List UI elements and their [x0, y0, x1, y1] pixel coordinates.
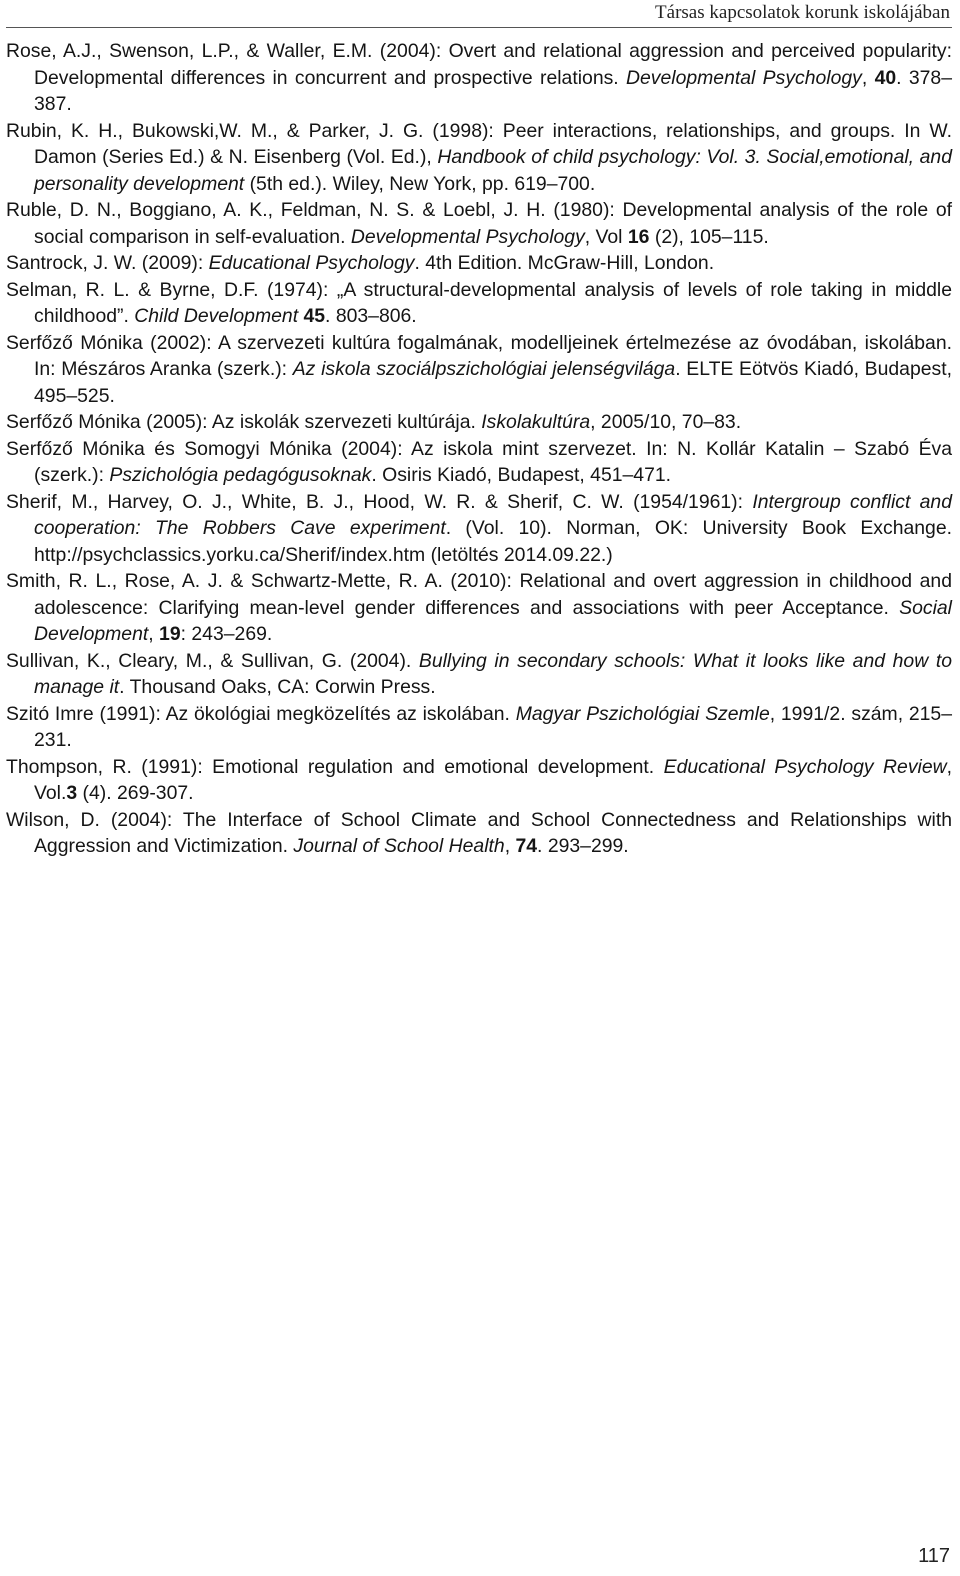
- reference-text: Rose, A.J., Swenson, L.P., & Waller, E.M. (2004): Overt and relational aggression and perceived popularity: Developmental differences in concurrent and prospective relations.: [6, 40, 952, 89]
- reference-text: Selman, R. L. & Byrne, D.F. (1974): „A structural-developmental analysis of levels of role taking in middle childhood”.: [6, 278, 952, 327]
- reference-text: ,: [504, 835, 516, 857]
- reference-text: . 293–299.: [537, 835, 629, 857]
- reference-text: Rubin, K. H., Bukowski,W. M., & Parker, J. G. (1998): Peer interactions, relationships, and groups. In W. Damon (Series Ed.) & N. Eisenberg (Vol. Ed.),: [6, 119, 952, 168]
- reference-text: Santrock, J. W. (2009):: [6, 252, 209, 274]
- reference-text: Ruble, D. N., Boggiano, A. K., Feldman, N. S. & Loebl, J. H. (1980): Developmental analysis of the role of social comparison in self-evaluation.: [6, 199, 952, 248]
- reference-title-italic: Intergroup conflict and cooperation: The Robbers Cave experiment: [34, 490, 952, 539]
- reference-text: , 1991/2. szám, 215–231.: [34, 702, 952, 751]
- reference-volume-bold: 45: [303, 305, 326, 327]
- reference-title-italic: Handbook of child psychology: Vol. 3. Social,emotional, and personality development: [34, 146, 952, 195]
- reference-text: . Osiris Kiadó, Budapest, 451–471.: [371, 464, 672, 486]
- reference-text: , Vol.: [34, 755, 952, 804]
- reference-text: , 2005/10, 70–83.: [590, 411, 742, 433]
- reference-title-italic: Developmental Psychology: [626, 66, 862, 89]
- reference-text: (5th ed.). Wiley, New York, pp. 619–700.: [244, 172, 596, 195]
- reference-entry: [6, 807, 952, 860]
- reference-text: Smith, R. L., Rose, A. J. & Schwartz-Mette, R. A. (2010): Relational and overt aggression in childhood and adolescence: Clarifying mean-level gender differences and associations with peer Acceptance.: [6, 570, 952, 619]
- reference-text: . ELTE Eötvös Kiadó, Budapest, 495–525.: [34, 358, 953, 407]
- reference-text: Wilson, D. (2004): The Interface of School Climate and School Connectedness and Relationships with Aggression and Victimization.: [6, 808, 952, 857]
- reference-title-italic: Child Development: [134, 305, 299, 327]
- running-header: Társas kapcsolatok korunk iskolájában: [655, 2, 950, 23]
- reference-entry: [6, 436, 952, 489]
- reference-text: . Thousand Oaks, CA: Corwin Press.: [119, 676, 436, 698]
- reference-title-italic: Educational Psychology: [208, 252, 415, 274]
- header-divider: [6, 27, 952, 28]
- reference-text: . 803–806.: [325, 305, 417, 327]
- reference-volume-bold: 19: [159, 623, 181, 645]
- reference-list: [6, 38, 952, 860]
- reference-text: Sullivan, K., Cleary, M., & Sullivan, G. (2004).: [6, 649, 419, 672]
- reference-text: Serfőző Mónika (2002): A szervezeti kultúra fogalmának, modelljeinek értelmezése az óvodában, iskolában. In: Mészáros Aranka (szerk.):: [6, 331, 952, 380]
- reference-volume-bold: 16: [627, 225, 650, 248]
- reference-text: Serfőző Mónika (2005): Az iskolák szervezeti kultúrája.: [6, 411, 482, 433]
- reference-entry: [6, 489, 952, 569]
- reference-text: Thompson, R. (1991): Emotional regulation and emotional development.: [6, 755, 664, 778]
- reference-title-italic: Developmental Psychology: [350, 225, 585, 248]
- reference-entry: [6, 568, 952, 648]
- reference-text: : 243–269.: [180, 623, 273, 645]
- reference-entry: [6, 754, 952, 807]
- reference-text: . 378–387.: [34, 66, 952, 115]
- reference-entry: [6, 277, 952, 330]
- reference-volume-bold: 3: [66, 782, 78, 804]
- reference-entry: [6, 118, 952, 198]
- reference-entry: [6, 330, 952, 410]
- reference-entry: [6, 409, 952, 436]
- reference-volume-bold: 74: [515, 835, 538, 857]
- reference-text: (4). 269-307.: [77, 782, 194, 804]
- reference-title-italic: Iskolakultúra: [481, 411, 591, 433]
- reference-title-italic: Pszichológia pedagógusoknak: [109, 464, 372, 486]
- page-number: 117: [918, 1545, 950, 1567]
- reference-text: . 4th Edition. McGraw-Hill, London.: [414, 252, 715, 274]
- reference-title-italic: Magyar Pszichológiai Szemle: [515, 702, 770, 725]
- reference-entry: [6, 38, 952, 118]
- reference-text: , Vol: [584, 225, 628, 248]
- reference-title-italic: Journal of School Health: [293, 835, 505, 857]
- reference-title-italic: Educational Psychology Review: [663, 755, 947, 778]
- reference-text: Serfőző Mónika és Somogyi Mónika (2004): Az iskola mint szervezet. In: N. Kollár Katalin – Szabó Éva (szerk.):: [6, 437, 952, 486]
- reference-entry: [6, 197, 952, 250]
- reference-volume-bold: 40: [874, 66, 897, 89]
- reference-text: ,: [861, 66, 875, 89]
- reference-title-italic: Az iskola szociálpszichológiai jelenségvilága: [292, 358, 676, 380]
- reference-text: ,: [148, 623, 160, 645]
- reference-text: Sherif, M., Harvey, O. J., White, B. J., Hood, W. R. & Sherif, C. W. (1954/1961):: [6, 490, 753, 513]
- reference-title-italic: Bullying in secondary schools: What it looks like and how to manage it: [34, 649, 952, 698]
- reference-text: . (Vol. 10). Norman, OK: University Book Exchange. http://psychclassics.yorku.ca/Sherif/index.htm (letöltés 2014.09.22.): [34, 517, 953, 566]
- reference-title-italic: Social Development: [34, 596, 952, 645]
- reference-entry: [6, 250, 952, 277]
- reference-entry: [6, 648, 952, 701]
- reference-text: Szitó Imre (1991): Az ökológiai megközelítés az iskolában.: [6, 702, 516, 725]
- reference-text: (2), 105–115.: [649, 225, 769, 248]
- reference-entry: [6, 701, 952, 754]
